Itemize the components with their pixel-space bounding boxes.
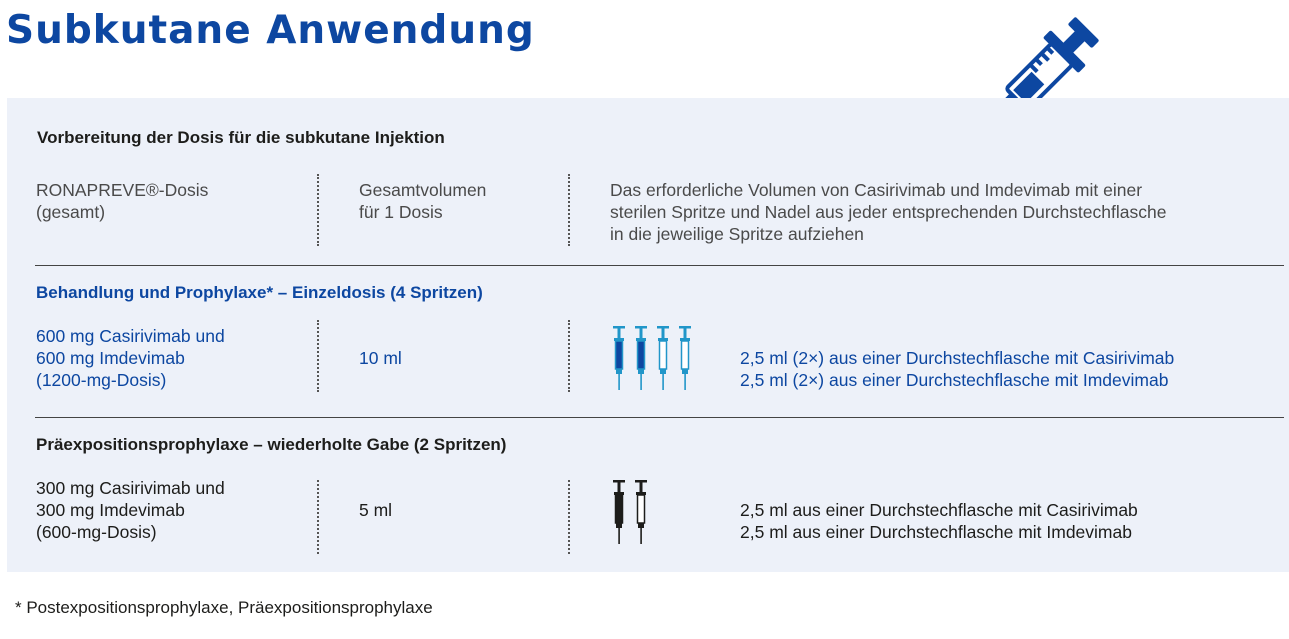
header-volume: Gesamtvolumen für 1 Dosis bbox=[359, 180, 487, 222]
column-divider bbox=[317, 320, 319, 392]
column-divider bbox=[568, 480, 570, 554]
column-divider bbox=[568, 320, 570, 392]
section-1-volume: 10 ml bbox=[359, 348, 402, 368]
header-dose: RONAPREVE®-Dosis (gesamt) bbox=[36, 180, 209, 222]
divider-line bbox=[35, 265, 1284, 266]
syringe-icon bbox=[635, 326, 647, 390]
syringe-icon bbox=[635, 480, 647, 544]
section-1-dose: 600 mg Casirivimab und 600 mg Imdevimab (1200-mg-Dosis) bbox=[36, 326, 225, 390]
section-1-heading: Behandlung und Prophylaxe* – Einzeldosis (4 Spritzen) bbox=[36, 283, 483, 302]
column-divider bbox=[568, 174, 570, 246]
section-2-heading: Präexpositionsprophylaxe – wiederholte Gabe (2 Spritzen) bbox=[36, 435, 507, 454]
column-divider bbox=[317, 480, 319, 554]
section-2-volume: 5 ml bbox=[359, 500, 393, 520]
syringe-icon bbox=[679, 326, 691, 390]
header-instructions: Das erforderliche Volumen von Casirivimab und Imdevimab mit einer sterilen Spritze und Nadel aus jeder entsprechenden Durchstechflasche in die jeweilige Spritze aufziehen bbox=[610, 180, 1167, 244]
column-divider bbox=[317, 174, 319, 246]
syringe-group-icon bbox=[607, 480, 657, 546]
divider-line bbox=[35, 417, 1284, 418]
footnote: * Postexpositionsprophylaxe, Präexpositionsprophylaxe bbox=[15, 598, 433, 617]
syringe-icon bbox=[613, 480, 625, 544]
section-1-instructions: 2,5 ml (2×) aus einer Durchstechflasche mit Casirivimab 2,5 ml (2×) aus einer Durchstechflasche mit Imdevimab bbox=[740, 348, 1175, 390]
section-heading: Vorbereitung der Dosis für die subkutane Injektion bbox=[37, 128, 445, 147]
syringe-icon bbox=[613, 326, 625, 390]
section-2-instructions: 2,5 ml aus einer Durchstechflasche mit Casirivimab 2,5 ml aus einer Durchstechflasche mit Imdevimab bbox=[740, 500, 1138, 542]
section-2-dose: 300 mg Casirivimab und 300 mg Imdevimab (600-mg-Dosis) bbox=[36, 478, 225, 542]
dosing-table-panel bbox=[7, 98, 1289, 572]
syringe-group-icon bbox=[607, 326, 702, 392]
page-title: Subkutane Anwendung bbox=[6, 8, 535, 53]
syringe-icon bbox=[657, 326, 669, 390]
